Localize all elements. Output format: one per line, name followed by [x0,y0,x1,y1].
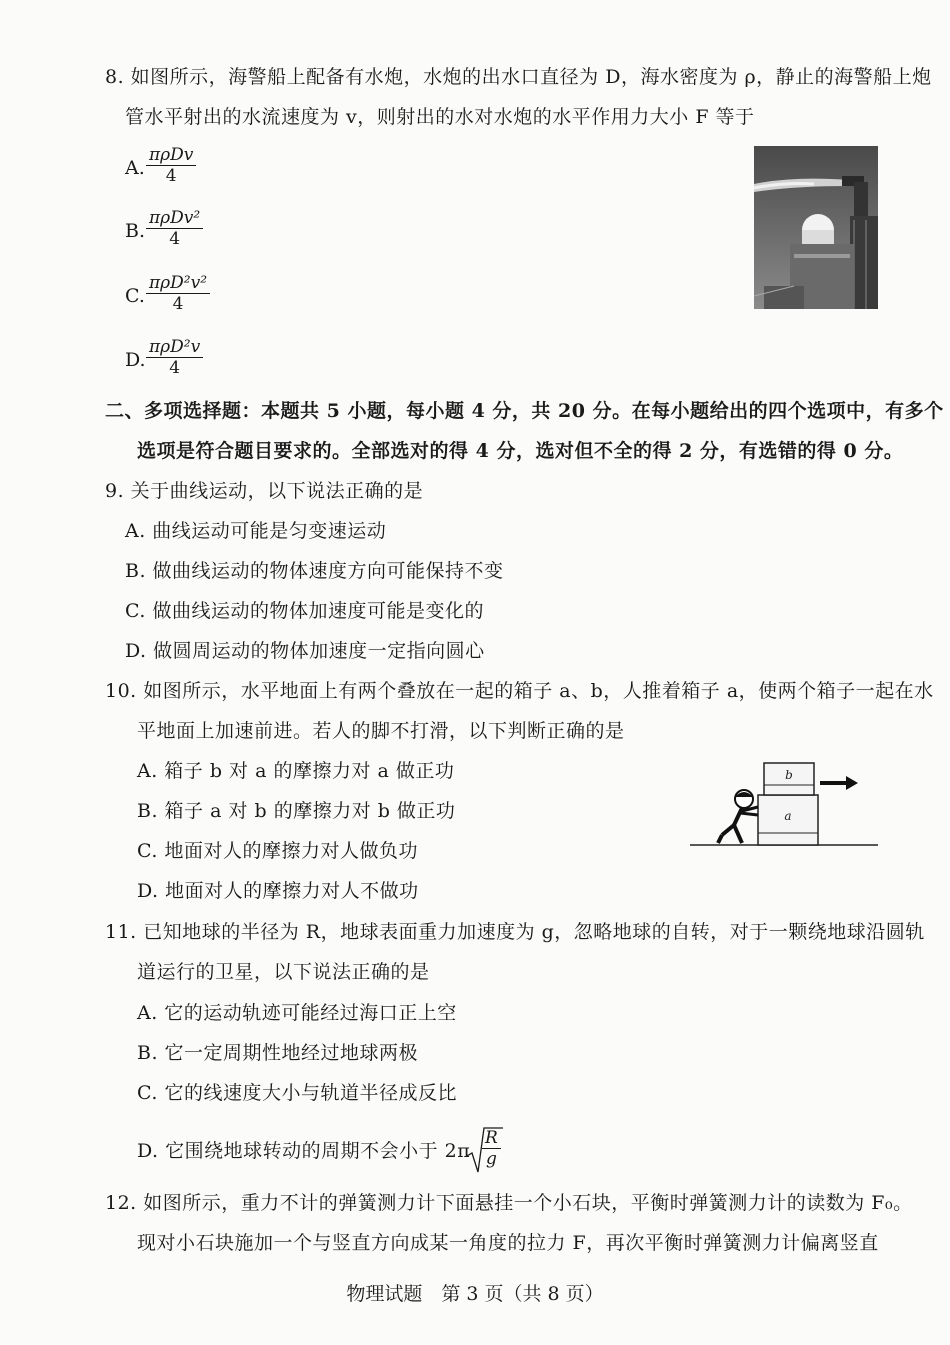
box-b-label: b [785,768,793,782]
q9-option-d: D. 做圆周运动的物体加速度一定指向圆心 [125,640,485,662]
q10-option-b: B. 箱子 a 对 b 的摩擦力对 b 做正功 [137,800,456,822]
q8-option-b-denominator: 4 [169,229,181,249]
q11-option-d-numerator: R [482,1128,501,1149]
q11-option-a: A. 它的运动轨迹可能经过海口正上空 [137,1002,457,1024]
q8-option-d-fraction [146,337,203,378]
q9-option-c: C. 做曲线运动的物体加速度可能是变化的 [125,600,484,622]
q8-option-a-denominator: 4 [165,166,177,186]
motion-arrow-icon [820,776,858,790]
q10-option-c: C. 地面对人的摩擦力对人做负功 [137,840,418,862]
q11-option-d-fraction [482,1128,501,1169]
q10-stem-line2: 平地面上加速前进。若人的脚不打滑，以下判断正确的是 [137,720,625,742]
q8-option-a-numerator: πρDv [146,145,196,166]
q11-stem-line2: 道运行的卫星，以下说法正确的是 [137,961,430,983]
q9-stem: 9. 关于曲线运动，以下说法正确的是 [105,480,424,502]
q8-option-d-label: D. [125,349,146,371]
q8-option-a-fraction [146,145,196,186]
q9-option-a: A. 曲线运动可能是匀变速运动 [125,520,387,542]
pushing-boxes-figure [688,755,880,860]
q11-option-c: C. 它的线速度大小与轨道半径成反比 [137,1082,457,1104]
person-pushing-icon [718,790,758,843]
q9-option-b: B. 做曲线运动的物体速度方向可能保持不变 [125,560,504,582]
q8-option-c-label: C. [125,285,145,307]
q11-option-d: D. 它围绕地球转动的周期不会小于 2π [137,1140,471,1162]
q8-option-b-numerator: πρDv² [146,208,203,229]
q8-option-c-numerator: πρD²v² [146,273,210,294]
q8-option-a-label: A. [125,157,145,179]
water-cannon-photo [754,146,878,309]
section2-heading-line2: 选项是符合题目要求的。全部选对的得 4 分，选对但不全的得 2 分，有选错的得 0 分。 [137,440,904,462]
q8-option-c-denominator: 4 [172,294,184,314]
q10-option-a: A. 箱子 b 对 a 的摩擦力对 a 做正功 [137,760,455,782]
q8-option-b-label: B. [125,220,146,242]
q8-option-d-denominator: 4 [169,358,181,378]
q8-stem-line1: 8. 如图所示，海警船上配备有水炮，水炮的出水口直径为 D，海水密度为 ρ，静止的海警船上炮 [105,66,932,88]
q11-option-b: B. 它一定周期性地经过地球两极 [137,1042,419,1064]
q8-option-c-fraction [146,273,210,314]
box-a-label: a [784,809,792,823]
q8-option-b-fraction [146,208,203,249]
q12-stem-line2: 现对小石块施加一个与竖直方向成某一角度的拉力 F，再次平衡时弹簧测力计偏离竖直 [137,1232,879,1254]
q10-stem-line1: 10. 如图所示，水平地面上有两个叠放在一起的箱子 a、b，人推着箱子 a，使两个箱子一起在水 [105,680,934,702]
q11-option-d-denominator: g [485,1149,497,1169]
q11-stem-line1: 11. 已知地球的半径为 R，地球表面重力加速度为 g，忽略地球的自转，对于一颗绕地球沿圆轨 [105,921,925,943]
q12-stem-line1: 12. 如图所示，重力不计的弹簧测力计下面悬挂一个小石块，平衡时弹簧测力计的读数为 F₀。 [105,1192,913,1214]
q8-option-d-numerator: πρD²v [146,337,203,358]
page-footer: 物理试题 第 3 页（共 8 页） [346,1283,604,1305]
q8-stem-line2: 管水平射出的水流速度为 v，则射出的水对水炮的水平作用力大小 F 等于 [125,106,755,128]
section2-heading-line1: 二、多项选择题：本题共 5 小题，每小题 4 分，共 20 分。在每小题给出的四个选项中，有多个 [105,400,944,422]
q10-option-d: D. 地面对人的摩擦力对人不做功 [137,880,419,902]
